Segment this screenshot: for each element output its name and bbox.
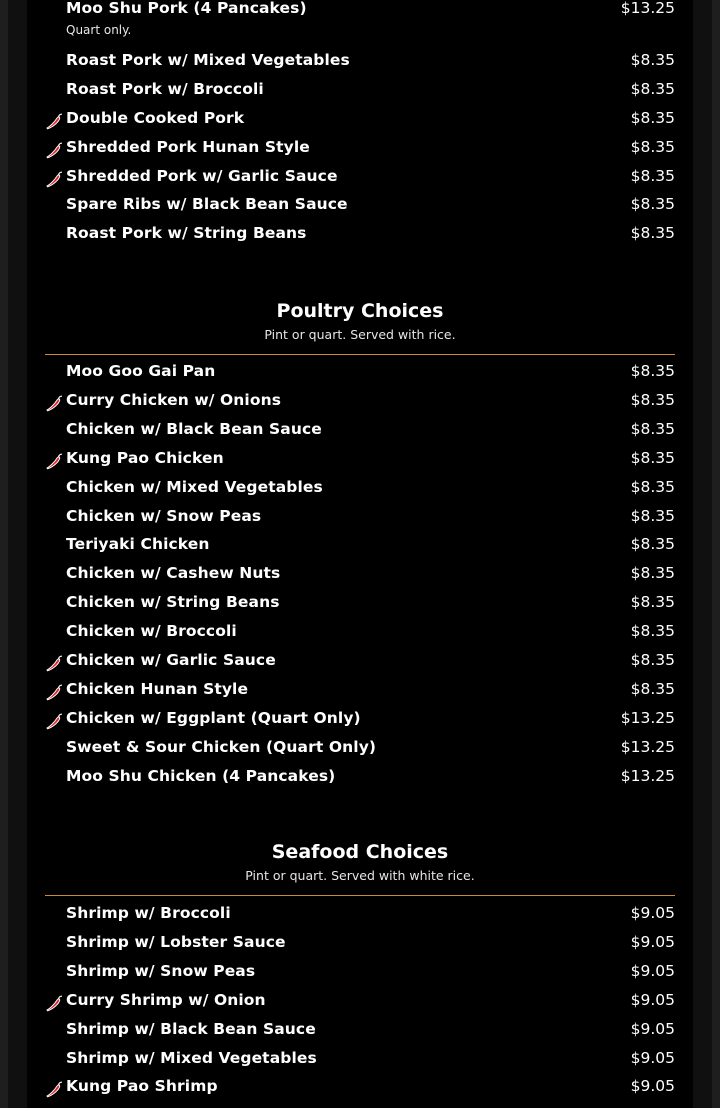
section-subtitle: Pint or quart. Served with white rice. bbox=[245, 868, 475, 883]
menu-item bbox=[45, 990, 675, 1018]
menu-item-name: Curry Chicken w/ Onions bbox=[66, 390, 282, 409]
menu-item bbox=[45, 361, 675, 389]
menu-item-price: $8.35 bbox=[630, 138, 675, 156]
section-divider bbox=[45, 895, 675, 896]
menu-item-price: $13.25 bbox=[620, 737, 675, 756]
menu-item-name: Moo Shu Pork (4 Pancakes) bbox=[66, 0, 307, 17]
menu-item bbox=[45, 419, 675, 447]
menu-item-name: Spare Ribs w/ Black Bean Sauce bbox=[66, 195, 348, 213]
menu-item bbox=[45, 0, 675, 26]
menu-item-name: Chicken w/ Black Bean Sauce bbox=[66, 419, 322, 438]
menu-item-price: $8.35 bbox=[630, 593, 675, 612]
menu-item-price: $8.35 bbox=[630, 362, 675, 380]
menu-item-price: $9.05 bbox=[630, 1077, 675, 1096]
section-divider bbox=[45, 354, 675, 355]
menu-item-name: Chicken w/ Snow Peas bbox=[66, 506, 262, 525]
menu-item-price: $8.35 bbox=[630, 109, 675, 127]
menu-item-name: Chicken w/ Mixed Vegetables bbox=[66, 477, 323, 496]
menu-item bbox=[45, 166, 675, 194]
chili-pepper-icon bbox=[45, 994, 63, 1012]
menu-item-price: $8.35 bbox=[630, 390, 675, 409]
menu-item-name: Kung Pao Chicken bbox=[66, 448, 224, 467]
chili-pepper-icon bbox=[45, 1080, 63, 1098]
menu-item bbox=[45, 737, 675, 765]
menu-item-price: $13.25 bbox=[620, 766, 675, 785]
menu-item-price: $8.35 bbox=[630, 622, 675, 641]
menu-item bbox=[45, 1076, 675, 1104]
menu-item-name: Moo Goo Gai Pan bbox=[66, 362, 216, 380]
menu-item-name: Sweet & Sour Chicken (Quart Only) bbox=[66, 737, 377, 756]
menu-item-name: Shrimp w/ Snow Peas bbox=[66, 961, 256, 980]
menu-item-price: $8.35 bbox=[630, 506, 675, 525]
menu-item-price: $9.05 bbox=[630, 932, 675, 951]
menu-item bbox=[45, 1019, 675, 1047]
menu-item bbox=[45, 137, 675, 165]
menu-item bbox=[45, 108, 675, 136]
section-subtitle: Pint or quart. Served with rice. bbox=[264, 327, 456, 342]
menu-item-note: Quart only. bbox=[66, 23, 132, 37]
menu-item-name: Teriyaki Chicken bbox=[66, 535, 210, 554]
menu-item-name: Chicken w/ Garlic Sauce bbox=[66, 651, 276, 669]
menu-item bbox=[45, 390, 675, 418]
menu-item-name: Double Cooked Pork bbox=[66, 109, 245, 127]
menu-item-price: $8.35 bbox=[630, 535, 675, 554]
menu-item-price: $9.05 bbox=[630, 1019, 675, 1038]
menu-item-name: Shredded Pork Hunan Style bbox=[66, 138, 310, 156]
menu-item-price: $9.05 bbox=[630, 961, 675, 980]
menu-item bbox=[45, 223, 675, 251]
menu-item-price: $8.35 bbox=[630, 564, 675, 583]
chili-pepper-icon bbox=[45, 712, 63, 730]
menu-item-price: $8.35 bbox=[630, 448, 675, 467]
menu-item-name: Shredded Pork w/ Garlic Sauce bbox=[66, 167, 338, 185]
menu-item-price: $8.35 bbox=[630, 419, 675, 438]
menu-item-name: Kung Pao Shrimp bbox=[66, 1077, 218, 1096]
chili-pepper-icon bbox=[45, 170, 63, 188]
menu-item-price: $8.35 bbox=[630, 679, 675, 698]
menu-item bbox=[45, 506, 675, 534]
menu-item-price: $8.35 bbox=[630, 651, 675, 669]
menu-item-price: $8.35 bbox=[630, 51, 675, 69]
menu-item bbox=[45, 194, 675, 222]
chili-pepper-icon bbox=[45, 141, 63, 159]
menu-item bbox=[45, 50, 675, 78]
menu-item bbox=[45, 79, 675, 107]
menu-item bbox=[45, 961, 675, 989]
menu-item-price: $8.35 bbox=[630, 195, 675, 213]
menu-item-name: Shrimp w/ Mixed Vegetables bbox=[66, 1048, 317, 1067]
section-title: Seafood Choices bbox=[271, 841, 449, 863]
menu-item bbox=[45, 621, 675, 649]
menu-item-name: Moo Shu Chicken (4 Pancakes) bbox=[66, 766, 336, 785]
menu-item-price: $9.05 bbox=[630, 990, 675, 1009]
chili-pepper-icon bbox=[45, 112, 63, 130]
menu-item-price: $9.05 bbox=[630, 904, 675, 922]
menu-item-price: $13.25 bbox=[620, 708, 675, 727]
menu-item bbox=[45, 534, 675, 562]
chili-pepper-icon bbox=[45, 654, 63, 672]
menu-item-price: $9.05 bbox=[630, 1048, 675, 1067]
section-title: Poultry Choices bbox=[276, 300, 444, 322]
menu-item bbox=[45, 766, 675, 794]
menu-item-price: $8.35 bbox=[630, 224, 675, 242]
menu-item-name: Curry Shrimp w/ Onion bbox=[66, 990, 266, 1009]
menu-item bbox=[45, 448, 675, 476]
chili-pepper-icon bbox=[45, 452, 63, 470]
menu-item bbox=[45, 679, 675, 707]
menu-item-price: $8.35 bbox=[630, 167, 675, 185]
menu-item bbox=[45, 1048, 675, 1076]
menu-item bbox=[45, 650, 675, 678]
menu-item bbox=[45, 563, 675, 591]
menu-item-price: $8.35 bbox=[630, 80, 675, 98]
menu-item-name: Shrimp w/ Lobster Sauce bbox=[66, 932, 286, 951]
menu-item-name: Chicken w/ Cashew Nuts bbox=[66, 564, 281, 583]
menu-item-name: Chicken w/ String Beans bbox=[66, 593, 280, 612]
menu-item-name: Shrimp w/ Black Bean Sauce bbox=[66, 1019, 316, 1038]
menu-item-name: Chicken Hunan Style bbox=[66, 679, 249, 698]
menu-item-name: Roast Pork w/ Mixed Vegetables bbox=[66, 51, 350, 69]
menu-item bbox=[45, 932, 675, 960]
menu-item bbox=[45, 708, 675, 736]
menu-item-price: $13.25 bbox=[620, 0, 675, 17]
chili-pepper-icon bbox=[45, 394, 63, 412]
menu-item-price: $8.35 bbox=[630, 477, 675, 496]
menu-item-name: Chicken w/ Broccoli bbox=[66, 622, 237, 641]
menu-item bbox=[45, 592, 675, 620]
menu-item bbox=[45, 477, 675, 505]
menu-item bbox=[45, 903, 675, 931]
menu-item-name: Shrimp w/ Broccoli bbox=[66, 904, 231, 922]
menu-item-name: Roast Pork w/ Broccoli bbox=[66, 80, 264, 98]
chili-pepper-icon bbox=[45, 683, 63, 701]
menu-item-name: Chicken w/ Eggplant (Quart Only) bbox=[66, 708, 361, 727]
menu-item-name: Roast Pork w/ String Beans bbox=[66, 224, 307, 242]
